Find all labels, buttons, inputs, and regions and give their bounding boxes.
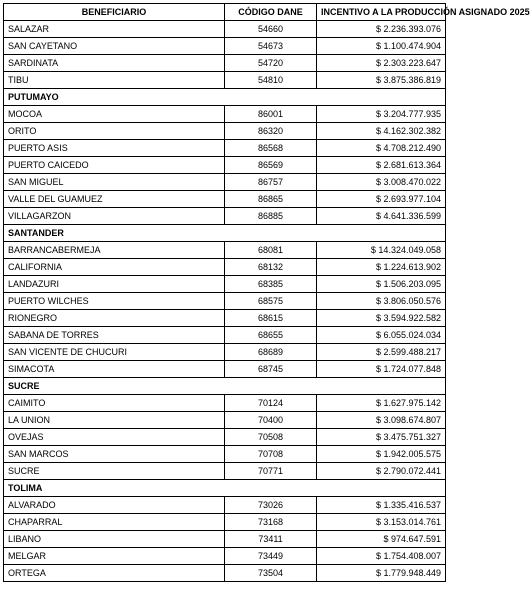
department-row [4, 89, 446, 106]
municipality-name: CALIFORNIA [4, 259, 225, 276]
incentive-amount: $ 3.008.470.022 [317, 174, 446, 191]
table-row [4, 106, 446, 123]
dane-code: 86865 [225, 191, 317, 208]
incentive-amount: $ 3.594.922.582 [317, 310, 446, 327]
incentive-amount: $ 1.100.474.904 [317, 38, 446, 55]
municipality-name: SARDINATA [4, 55, 225, 72]
table-row [4, 463, 446, 480]
dane-code: 73411 [225, 531, 317, 548]
department-name: SUCRE [4, 378, 446, 395]
table-header-row [4, 4, 446, 21]
table-row [4, 242, 446, 259]
table-row [4, 395, 446, 412]
department-row [4, 225, 446, 242]
dane-code: 70400 [225, 412, 317, 429]
municipality-name: LA UNION [4, 412, 225, 429]
table-row [4, 259, 446, 276]
table-row [4, 72, 446, 89]
incentive-amount: $ 974.647.591 [317, 531, 446, 548]
department-row [4, 378, 446, 395]
table-row [4, 412, 446, 429]
incentive-table [3, 3, 530, 582]
dane-code: 70771 [225, 463, 317, 480]
dane-code: 73168 [225, 514, 317, 531]
table-row [4, 446, 446, 463]
table-row [4, 21, 446, 38]
dane-code: 86320 [225, 123, 317, 140]
table-row [4, 327, 446, 344]
municipality-name: VALLE DEL GUAMUEZ [4, 191, 225, 208]
dane-code: 54810 [225, 72, 317, 89]
incentive-amount: $ 3.153.014.761 [317, 514, 446, 531]
department-name: SANTANDER [4, 225, 446, 242]
header-beneficiario: BENEFICIARIO [4, 4, 225, 21]
municipality-name: CHAPARRAL [4, 514, 225, 531]
department-name: TOLIMA [4, 480, 446, 497]
municipality-name: TIBU [4, 72, 225, 89]
table-row [4, 361, 446, 378]
dane-code: 70708 [225, 446, 317, 463]
incentive-amount: $ 2.599.488.217 [317, 344, 446, 361]
incentive-amount: $ 1.942.005.575 [317, 446, 446, 463]
dane-code: 86001 [225, 106, 317, 123]
incentive-amount: $ 3.475.751.327 [317, 429, 446, 446]
dane-code: 86568 [225, 140, 317, 157]
dane-code: 68689 [225, 344, 317, 361]
municipality-name: OVEJAS [4, 429, 225, 446]
municipality-name: ORTEGA [4, 565, 225, 582]
table-body [4, 21, 446, 582]
municipality-name: PUERTO ASIS [4, 140, 225, 157]
dane-code: 68745 [225, 361, 317, 378]
incentive-amount: $ 2.790.072.441 [317, 463, 446, 480]
department-row [4, 480, 446, 497]
header-incentivo: INCENTIVO A LA PRODUCCIÓN ASIGNADO 2025 [317, 4, 446, 21]
incentive-amount: $ 2.681.613.364 [317, 157, 446, 174]
table-row [4, 208, 446, 225]
table-row [4, 38, 446, 55]
municipality-name: SAN MIGUEL [4, 174, 225, 191]
municipality-name: SUCRE [4, 463, 225, 480]
municipality-name: SAN MARCOS [4, 446, 225, 463]
incentive-amount: $ 1.754.408.007 [317, 548, 446, 565]
table-row [4, 191, 446, 208]
table-row [4, 293, 446, 310]
municipality-name: ALVARADO [4, 497, 225, 514]
municipality-name: MELGAR [4, 548, 225, 565]
header-codigo-dane: CÓDIGO DANE [225, 4, 317, 21]
table-row [4, 429, 446, 446]
municipality-name: PUERTO WILCHES [4, 293, 225, 310]
dane-code: 54673 [225, 38, 317, 55]
incentive-amount: $ 2.236.393.076 [317, 21, 446, 38]
table-row [4, 140, 446, 157]
incentive-amount: $ 6.055.024.034 [317, 327, 446, 344]
dane-code: 70124 [225, 395, 317, 412]
dane-code: 68385 [225, 276, 317, 293]
incentive-amount: $ 1.724.077.848 [317, 361, 446, 378]
incentive-amount: $ 1.627.975.142 [317, 395, 446, 412]
incentive-amount: $ 1.335.416.537 [317, 497, 446, 514]
table-row [4, 174, 446, 191]
table-row [4, 123, 446, 140]
dane-code: 73026 [225, 497, 317, 514]
department-name: PUTUMAYO [4, 89, 446, 106]
table-row [4, 565, 446, 582]
table-row [4, 344, 446, 361]
dane-code: 68655 [225, 327, 317, 344]
table-row [4, 531, 446, 548]
dane-code: 73504 [225, 565, 317, 582]
incentive-amount: $ 14.324.049.058 [317, 242, 446, 259]
municipality-name: SIMACOTA [4, 361, 225, 378]
municipality-name: LIBANO [4, 531, 225, 548]
incentive-amount: $ 2.693.977.104 [317, 191, 446, 208]
dane-code: 70508 [225, 429, 317, 446]
table-row [4, 157, 446, 174]
incentive-amount: $ 2.303.223.647 [317, 55, 446, 72]
dane-code: 68575 [225, 293, 317, 310]
dane-code: 86757 [225, 174, 317, 191]
incentive-amount: $ 1.224.613.902 [317, 259, 446, 276]
table-row [4, 548, 446, 565]
municipality-name: LANDAZURI [4, 276, 225, 293]
incentive-amount: $ 1.779.948.449 [317, 565, 446, 582]
dane-code: 73449 [225, 548, 317, 565]
dane-code: 68081 [225, 242, 317, 259]
municipality-name: SAN CAYETANO [4, 38, 225, 55]
incentive-amount: $ 1.506.203.095 [317, 276, 446, 293]
table-row [4, 497, 446, 514]
incentive-amount: $ 4.162.302.382 [317, 123, 446, 140]
dane-code: 68132 [225, 259, 317, 276]
municipality-name: BARRANCABERMEJA [4, 242, 225, 259]
incentive-amount: $ 3.098.674.807 [317, 412, 446, 429]
municipality-name: CAIMITO [4, 395, 225, 412]
table-row [4, 310, 446, 327]
municipality-name: MOCOA [4, 106, 225, 123]
incentive-amount: $ 4.708.212.490 [317, 140, 446, 157]
municipality-name: PUERTO CAICEDO [4, 157, 225, 174]
table-row [4, 276, 446, 293]
dane-code: 86569 [225, 157, 317, 174]
municipality-name: SAN VICENTE DE CHUCURI [4, 344, 225, 361]
dane-code: 54720 [225, 55, 317, 72]
municipality-name: SALAZAR [4, 21, 225, 38]
table-row [4, 514, 446, 531]
dane-code: 86885 [225, 208, 317, 225]
dane-code: 54660 [225, 21, 317, 38]
municipality-name: ORITO [4, 123, 225, 140]
table-row [4, 55, 446, 72]
incentive-amount: $ 4.641.336.599 [317, 208, 446, 225]
municipality-name: VILLAGARZON [4, 208, 225, 225]
incentive-amount: $ 3.204.777.935 [317, 106, 446, 123]
incentive-amount: $ 3.806.050.576 [317, 293, 446, 310]
municipality-name: SABANA DE TORRES [4, 327, 225, 344]
incentive-amount: $ 3.875.386.819 [317, 72, 446, 89]
municipality-name: RIONEGRO [4, 310, 225, 327]
dane-code: 68615 [225, 310, 317, 327]
